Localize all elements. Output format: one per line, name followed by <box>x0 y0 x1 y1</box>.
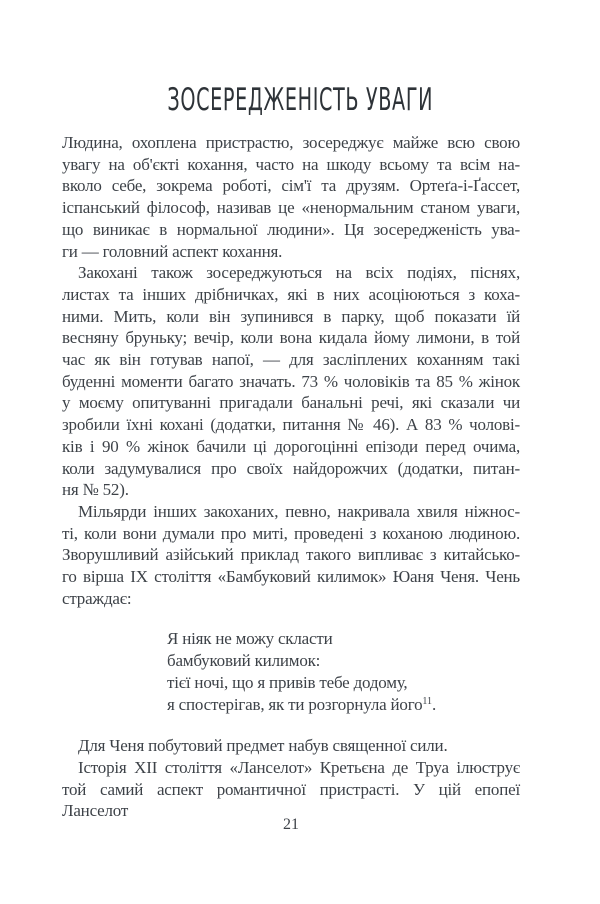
text-line: весняну бруньку; вечір, коли вона кидала йому лимони, в той <box>62 328 520 348</box>
poem-line: тієї ночі, що я привів тебе додому, <box>167 672 408 692</box>
text-line: ня № 52). <box>62 480 129 500</box>
poem-quote <box>167 628 520 715</box>
text-line: зробили їхні кохані (додатки, питання № 46). А 83 % чолові- <box>62 415 520 435</box>
text-line: Мільярди інших закоханих, певно, накривала хвиля ніжнос- <box>78 501 520 521</box>
poem-line: Я ніяк не можу скласти <box>167 629 333 649</box>
chapter-title-row <box>0 82 600 118</box>
body-text <box>62 132 520 822</box>
text-line: увагу на об'єкті кохання, часто на шкоду всьому та всім на- <box>62 154 520 174</box>
text-line: Для Ченя побутовий предмет набув священної сили. <box>78 736 448 756</box>
text-line: листах та інших дрібничках, які в них асоціюються з коха- <box>62 284 520 304</box>
text-line: ті, коли вони думали про миті, проведені з коханою людиною. <box>62 523 520 543</box>
chapter-title: ЗОСЕРЕДЖЕНІСТЬ УВАГИ <box>167 82 433 118</box>
text-line: Закохані також зосереджуються на всіх подіях, піснях, <box>78 263 520 283</box>
text-line: страждає: <box>62 588 132 608</box>
text-line: ків і 90 % жінок бачили ці дорогоцінні епізоди перед очима, <box>62 436 520 456</box>
poem-line-with-footnote <box>167 694 520 716</box>
poem-line-suffix: . <box>432 694 437 714</box>
footnote-reference: 11 <box>422 695 433 707</box>
text-line: ги — головний аспект кохання. <box>62 241 283 261</box>
text-line: у моєму опитуванні пригадали банальні речі, які сказали чи <box>62 393 520 413</box>
text-line: Зворушливий азійський приклад такого випливає з китайсько- <box>62 545 520 565</box>
paragraphs-before-poem <box>62 132 520 609</box>
text-line: той самий аспект романтичної пристрасті. У цій епопеї Ланселот <box>62 779 520 821</box>
text-line: іспанський філософ, називав це «ненормальним станом уваги, <box>62 198 520 218</box>
text-line: коли задумувалися про своїх найдорожчих (додатки, питан- <box>62 458 520 478</box>
text-line: вколо себе, зокрема роботі, сім'ї та друзям. Ортеґа-і-Ґассет, <box>62 176 520 196</box>
text-line: буденні моменти багато значать. 73 % чоловіків та 85 % жінок <box>62 371 520 391</box>
poem-line: бамбуковий килимок: <box>167 651 321 671</box>
text-line: що виникає в нормальної людини». Ця зосередженість ува- <box>62 219 520 239</box>
paragraphs-after-poem <box>62 735 520 822</box>
page-footer <box>62 816 520 834</box>
text-line: час як він готував напої, — для засліплених коханням такі <box>62 350 520 370</box>
text-line: Історія XII століття «Ланселот» Кретьєна де Труа ілюструє <box>78 757 520 777</box>
text-line: ними. Мить, коли він зупинився в парку, щоб показати їй <box>62 306 520 326</box>
text-line: го вірша IX століття «Бамбуковий килимок» Юаня Ченя. Чень <box>62 567 520 587</box>
text-line: Людина, охоплена пристрастю, зосереджує майже всю свою <box>62 133 520 152</box>
page-number: 21 <box>283 816 299 833</box>
poem-line-text: я спостерігав, як ти розгорнула його <box>167 694 423 714</box>
